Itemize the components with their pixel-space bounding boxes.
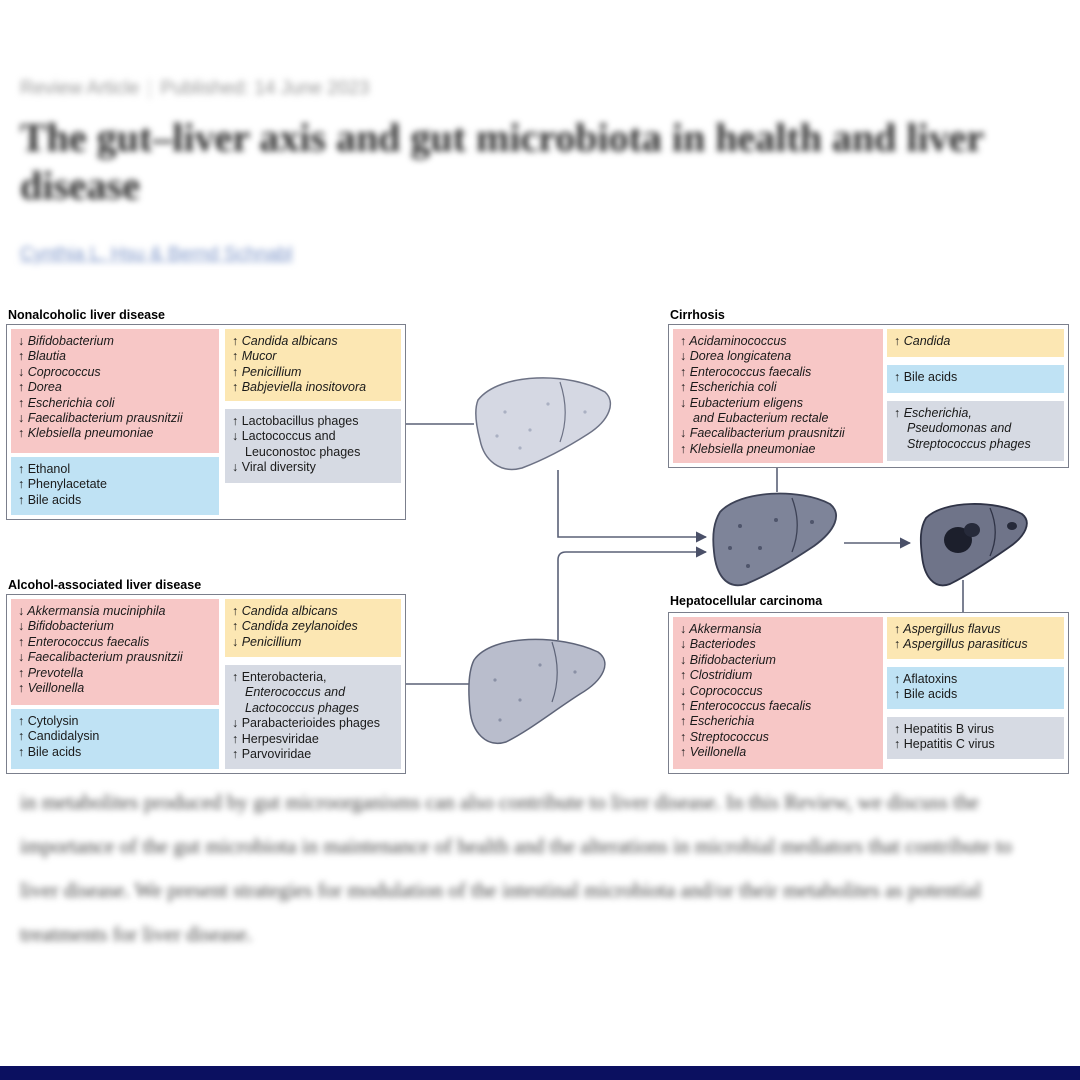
- list-item: and Eubacterium rectale: [693, 411, 829, 426]
- list-item: Enterococcus and: [245, 685, 346, 700]
- list-item: ↑ Hepatitis B virus: [894, 722, 995, 736]
- list-item: ↑ Lactobacillus phages: [232, 414, 359, 428]
- list-item: ↑ Escherichia: [680, 714, 755, 729]
- nafld-fungi-box: [225, 329, 401, 401]
- nafld-bacteria-box: [11, 329, 219, 453]
- list-item: ↑ Streptococcus: [680, 729, 769, 744]
- list-item: ↑ Clostridium: [680, 668, 753, 683]
- list-item: ↑ Veillonella: [680, 745, 747, 760]
- liver-ald-icon: [469, 639, 605, 743]
- list-item: ↑ Herpesviridae: [232, 731, 319, 746]
- list-item: ↓ Akkermansia: [680, 622, 762, 636]
- article-abstract: in metabolites produced by gut microorganisms can also contribute to liver disease. In this Review, we discuss the importance of the gut microbiota in maintenance of health and the alterations in microbial mediators that contribute to liver disease. We present strategies for modulation of the intestinal microbiota and/or their metabolites as potential treatments for liver disease.: [20, 790, 1012, 946]
- panel-hcc: [668, 612, 1069, 774]
- list-item: ↓ Eubacterium eligens: [680, 395, 803, 410]
- list-item: ↓ Faecalibacterium prausnitzii: [18, 650, 183, 665]
- hcc-metabolites-box: [887, 667, 1064, 709]
- list-item: ↑ Escherichia coli: [18, 395, 115, 410]
- list-item: ↑ Candida albicans: [232, 334, 338, 348]
- list-item: ↑ Acidaminococcus: [680, 334, 787, 348]
- list-item: ↑ Aflatoxins: [894, 672, 958, 686]
- list-item: ↓ Faecalibacterium prausnitzii: [18, 411, 183, 426]
- publish-date: Published: 14 June 2023: [160, 78, 370, 99]
- nafld-viruses-box: [225, 409, 401, 483]
- ald-fungi-box: [225, 599, 401, 657]
- liver-nafld-icon: [476, 378, 611, 470]
- list-item: ↑ Aspergillus parasiticus: [894, 637, 1028, 652]
- ald-viruses-box: [225, 665, 401, 769]
- cirrhosis-bacteria-box: [673, 329, 883, 463]
- list-item: ↑ Hepatitis C virus: [894, 737, 995, 752]
- list-item: ↑ Babjeviella inositovora: [232, 380, 367, 395]
- list-item: Pseudomonas and: [907, 421, 1012, 436]
- list-item: ↑ Bile acids: [894, 687, 958, 702]
- list-item: ↓ Faecalibacterium prausnitzii: [680, 426, 845, 441]
- list-item: ↑ Phenylacetate: [18, 477, 107, 492]
- list-item: ↑ Veillonella: [18, 681, 85, 696]
- list-item: ↑ Bile acids: [18, 744, 82, 759]
- ald-metabolites-box: [11, 709, 219, 769]
- list-item: ↑ Enterococcus faecalis: [18, 634, 150, 649]
- list-item: ↑ Escherichia coli: [680, 380, 777, 395]
- list-item: ↓ Penicillium: [232, 634, 302, 649]
- list-item: ↓ Lactococcus and: [232, 429, 336, 444]
- list-item: ↓ Parabacterioides phages: [232, 716, 381, 731]
- list-item: ↑ Candida zeylanoides: [232, 619, 358, 634]
- liver-hcc-icon: [921, 504, 1027, 585]
- list-item: ↑ Enterobacteria,: [232, 670, 327, 684]
- list-item: ↑ Enterococcus faecalis: [680, 699, 812, 714]
- list-item: ↑ Cytolysin: [18, 714, 79, 728]
- list-item: ↑ Mucor: [232, 349, 277, 364]
- list-item: ↑ Candida: [894, 334, 951, 348]
- article-type: Review Article: [20, 78, 140, 99]
- list-item: ↑ Enterococcus faecalis: [680, 364, 812, 379]
- ald-bacteria-box: [11, 599, 219, 705]
- cirrhosis-viruses-box: [887, 401, 1064, 461]
- list-item: ↑ Candidalysin: [18, 729, 100, 744]
- list-item: ↓ Bacteriodes: [680, 637, 756, 652]
- hcc-fungi-box: [887, 617, 1064, 659]
- liver-cirrhosis-icon: [713, 494, 836, 586]
- cirrhosis-metabolites-box: [887, 365, 1064, 393]
- list-item: ↓ Akkermansia muciniphila: [18, 604, 166, 618]
- panel-nafld: [6, 324, 406, 520]
- list-item: Streptococcus phages: [907, 436, 1031, 451]
- list-item: ↓ Viral diversity: [232, 460, 316, 475]
- cirrhosis-fungi-box: [887, 329, 1064, 357]
- article-title: The gut–liver axis and gut microbiota in health and liver disease: [20, 115, 984, 208]
- list-item: ↑ Bile acids: [894, 370, 958, 384]
- list-item: ↑ Ethanol: [18, 462, 71, 476]
- bottom-bar: [0, 1066, 1080, 1080]
- panel-title-ald: Alcohol-associated liver disease: [8, 578, 202, 592]
- list-item: ↓ Coprococcus: [18, 364, 101, 379]
- list-item: Leuconostoc phages: [245, 444, 361, 459]
- panel-cirrhosis: [668, 324, 1069, 468]
- list-item: ↑ Escherichia,: [894, 406, 972, 420]
- list-item: ↓ Bifidobacterium: [680, 652, 776, 667]
- hcc-viruses-box: [887, 717, 1064, 759]
- list-item: ↑ Klebsiella pneumoniae: [18, 426, 154, 441]
- panel-title-cirrhosis: Cirrhosis: [670, 308, 725, 322]
- list-item: ↑ Blautia: [18, 349, 66, 364]
- list-item: ↑ Parvoviridae: [232, 747, 312, 762]
- list-item: ↑ Klebsiella pneumoniae: [680, 441, 816, 456]
- panel-ald: [6, 594, 406, 774]
- list-item: ↓ Coprococcus: [680, 683, 763, 698]
- list-item: ↑ Candida albicans: [232, 604, 338, 618]
- nafld-metabolites-box: [11, 457, 219, 515]
- panel-title-hcc: Hepatocellular carcinoma: [670, 594, 823, 608]
- list-item: ↑ Dorea: [18, 380, 62, 395]
- list-item: ↓ Dorea longicatena: [680, 349, 792, 364]
- article-authors[interactable]: Cynthia L. Hsu & Bernd Schnabl: [20, 244, 293, 265]
- list-item: ↑ Bile acids: [18, 492, 82, 507]
- panel-title-nafld: Nonalcoholic liver disease: [8, 308, 166, 322]
- list-item: ↑ Penicillium: [232, 364, 302, 379]
- list-item: ↓ Bifidobacterium: [18, 334, 114, 348]
- list-item: ↓ Bifidobacterium: [18, 619, 114, 634]
- list-item: ↑ Prevotella: [18, 665, 84, 680]
- list-item: Lactococcus phages: [245, 700, 359, 715]
- list-item: ↑ Aspergillus flavus: [894, 622, 1001, 636]
- hcc-bacteria-box: [673, 617, 883, 769]
